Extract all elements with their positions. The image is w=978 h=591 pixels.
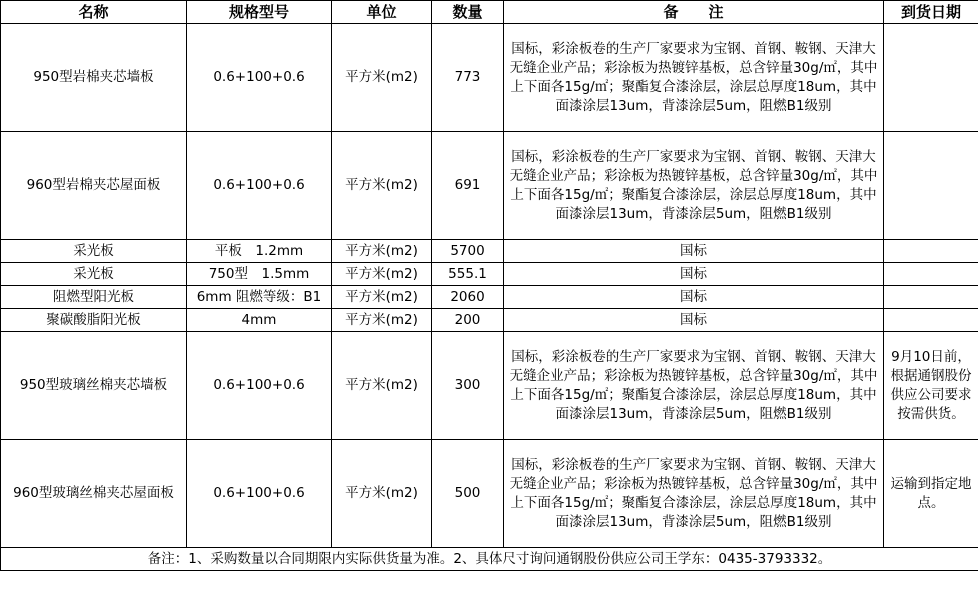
cell-unit: 平方米(m2) — [332, 240, 432, 263]
cell-note: 国标，彩涂板卷的生产厂家要求为宝钢、首钢、鞍钢、天津大无缝企业产品；彩涂板为热镀锌基板，总含锌量30g/㎡，其中上下面各15g/㎡；聚酯复合漆涂层，涂层总厚度18um，其中面漆涂层13um，背漆涂层5um，阻燃B1级别 — [504, 332, 884, 440]
cell-note: 国标 — [504, 263, 884, 286]
table-row — [1, 240, 978, 263]
table-row — [1, 263, 978, 286]
cell-unit: 平方米(m2) — [332, 332, 432, 440]
cell-name: 960型玻璃丝棉夹芯屋面板 — [1, 440, 187, 548]
cell-qty: 773 — [432, 24, 504, 132]
cell-spec: 0.6+100+0.6 — [187, 332, 332, 440]
table-row — [1, 309, 978, 332]
header-row — [1, 1, 978, 24]
cell-name: 聚碳酸脂阳光板 — [1, 309, 187, 332]
cell-note: 国标，彩涂板卷的生产厂家要求为宝钢、首钢、鞍钢、天津大无缝企业产品；彩涂板为热镀锌基板，总含锌量30g/㎡，其中上下面各15g/㎡；聚酯复合漆涂层，涂层总厚度18um，其中面漆涂层13um，背漆涂层5um，阻燃B1级别 — [504, 24, 884, 132]
cell-delivery — [884, 24, 978, 132]
header-note: 备 注 — [504, 1, 884, 24]
cell-unit: 平方米(m2) — [332, 440, 432, 548]
cell-qty: 555.1 — [432, 263, 504, 286]
header-unit: 单位 — [332, 1, 432, 24]
cell-spec: 6mm 阻燃等级：B1 — [187, 286, 332, 309]
header-delivery: 到货日期 — [884, 1, 978, 24]
cell-name: 阻燃型阳光板 — [1, 286, 187, 309]
table-row — [1, 24, 978, 132]
cell-qty: 2060 — [432, 286, 504, 309]
cell-spec: 0.6+100+0.6 — [187, 132, 332, 240]
cell-delivery: 9月10日前，根据通钢股份供应公司要求按需供货。 — [884, 332, 978, 440]
footer-row — [1, 548, 978, 571]
cell-delivery — [884, 263, 978, 286]
cell-qty: 691 — [432, 132, 504, 240]
cell-name: 950型岩棉夹芯墙板 — [1, 24, 187, 132]
cell-note: 国标 — [504, 240, 884, 263]
cell-unit: 平方米(m2) — [332, 132, 432, 240]
cell-note: 国标，彩涂板卷的生产厂家要求为宝钢、首钢、鞍钢、天津大无缝企业产品；彩涂板为热镀锌基板，总含锌量30g/㎡，其中上下面各15g/㎡；聚酯复合漆涂层，涂层总厚度18um，其中面漆涂层13um，背漆涂层5um，阻燃B1级别 — [504, 440, 884, 548]
cell-delivery — [884, 286, 978, 309]
cell-delivery — [884, 240, 978, 263]
cell-spec: 750型 1.5mm — [187, 263, 332, 286]
cell-spec: 4mm — [187, 309, 332, 332]
table-row — [1, 332, 978, 440]
cell-qty: 500 — [432, 440, 504, 548]
header-qty: 数量 — [432, 1, 504, 24]
cell-spec: 0.6+100+0.6 — [187, 440, 332, 548]
cell-name: 采光板 — [1, 263, 187, 286]
table-row — [1, 440, 978, 548]
header-spec: 规格型号 — [187, 1, 332, 24]
cell-delivery: 运输到指定地点。 — [884, 440, 978, 548]
cell-qty: 5700 — [432, 240, 504, 263]
cell-name: 950型玻璃丝棉夹芯墙板 — [1, 332, 187, 440]
cell-unit: 平方米(m2) — [332, 286, 432, 309]
table-row — [1, 286, 978, 309]
cell-delivery — [884, 132, 978, 240]
cell-note: 国标 — [504, 286, 884, 309]
cell-unit: 平方米(m2) — [332, 263, 432, 286]
cell-spec: 平板 1.2mm — [187, 240, 332, 263]
header-name: 名称 — [1, 1, 187, 24]
footer-note: 备注：1、采购数量以合同期限内实际供货量为准。2、具体尺寸询问通钢股份供应公司王学东：0435-3793332。 — [1, 548, 978, 571]
cell-qty: 300 — [432, 332, 504, 440]
cell-unit: 平方米(m2) — [332, 309, 432, 332]
cell-unit: 平方米(m2) — [332, 24, 432, 132]
cell-spec: 0.6+100+0.6 — [187, 24, 332, 132]
cell-name: 960型岩棉夹芯屋面板 — [1, 132, 187, 240]
cell-qty: 200 — [432, 309, 504, 332]
cell-name: 采光板 — [1, 240, 187, 263]
table-row — [1, 132, 978, 240]
cell-note: 国标 — [504, 309, 884, 332]
cell-delivery — [884, 309, 978, 332]
cell-note: 国标，彩涂板卷的生产厂家要求为宝钢、首钢、鞍钢、天津大无缝企业产品；彩涂板为热镀锌基板，总含锌量30g/㎡，其中上下面各15g/㎡；聚酯复合漆涂层，涂层总厚度18um，其中面漆涂层13um，背漆涂层5um，阻燃B1级别 — [504, 132, 884, 240]
